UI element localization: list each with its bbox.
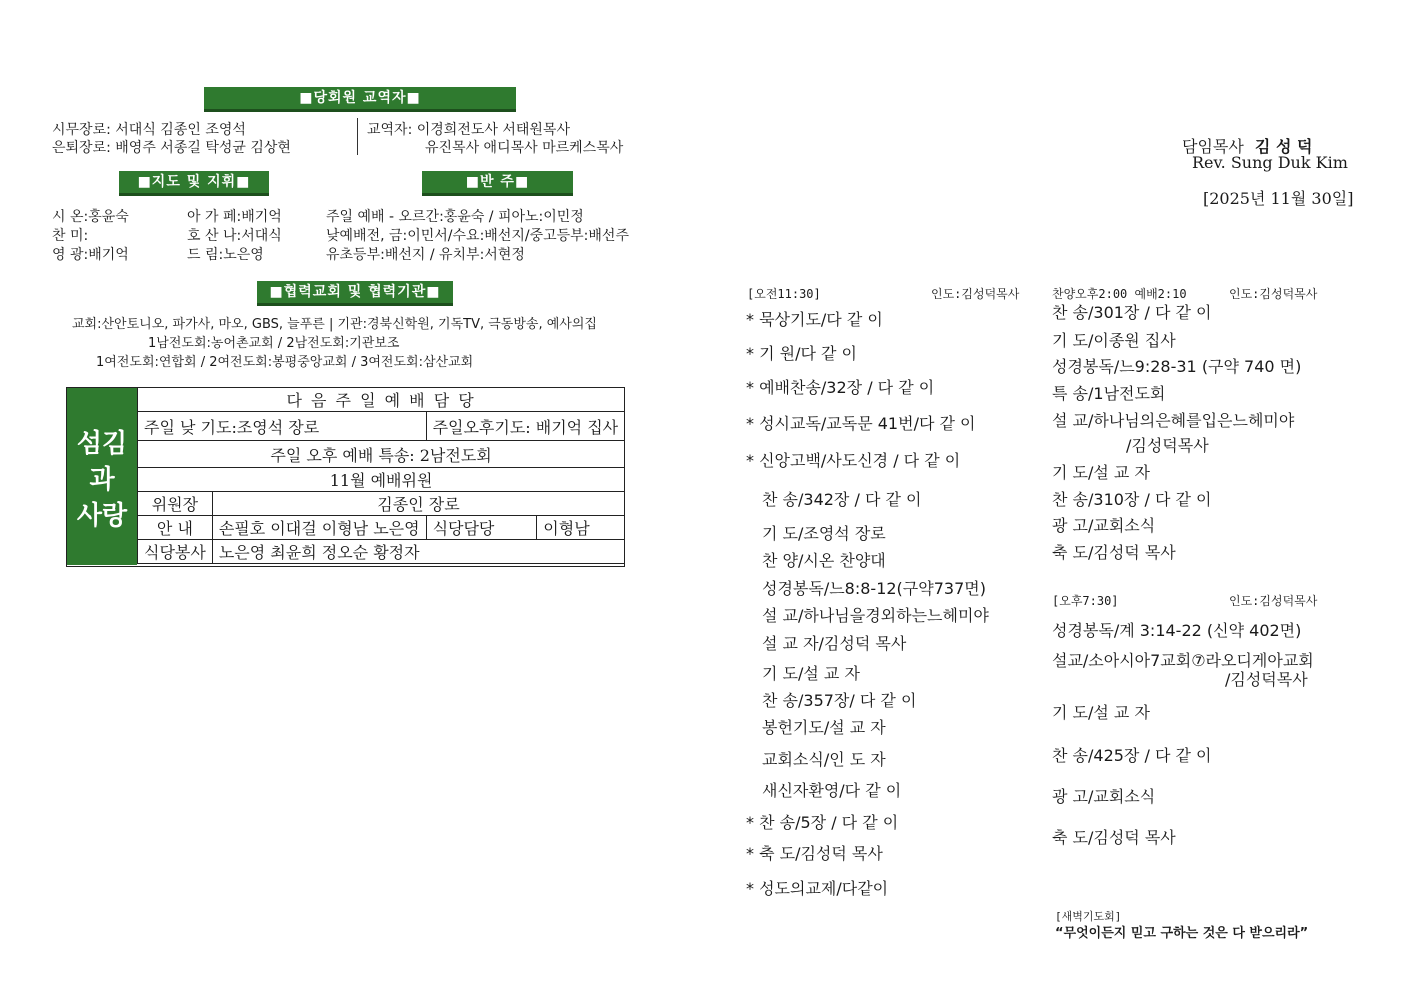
elders-line (52, 119, 246, 139)
evening-order-item: 찬 송/425장 / 다 같 이 (1052, 746, 1212, 765)
leader-row-3c: 유초등부:배선지 / 유치부:서현정 (326, 247, 525, 263)
afternoon-order-item: 찬 송/310장 / 다 같 이 (1052, 490, 1212, 509)
afternoon-header-leader: 인도:김성덕목사 (1229, 287, 1318, 301)
morning-order-item: 기 도/설 교 자 (762, 664, 860, 683)
dawn-verse: “무엇이든지 믿고 구하는 것은 다 받으리라” (1055, 926, 1309, 941)
kitchen-name: 이형남 (537, 516, 625, 540)
side-label-3: 사랑 (76, 501, 128, 531)
evening-order-item: 축 도/김성덕 목사 (1052, 828, 1176, 847)
evening-order-item: 설교/소아시아7교회⑦라오디게아교회 (1052, 651, 1314, 670)
morning-order-item: 찬 송/342장 / 다 같 이 (762, 490, 922, 509)
afternoon-order-item: 축 도/김성덕 목사 (1052, 543, 1176, 562)
afternoon-order-item: 찬 송/301장 / 다 같 이 (1052, 303, 1212, 322)
partners-line-2: 1남전도회:농어촌교회 / 2남전도회:기관보조 (148, 336, 400, 351)
morning-order-item: 교회소식/인 도 자 (762, 750, 886, 769)
duty-header: 다 음 주 일 예 배 담 당 (138, 388, 625, 412)
evening-header-time: [오후7:30] (1052, 594, 1119, 608)
evening-order-item: 광 고/교회소식 (1052, 787, 1156, 806)
pastor-label: 담임목사 (1182, 137, 1244, 156)
session-divider (357, 118, 358, 155)
committee-title: 11월 예배위원 (138, 468, 625, 492)
elders-names: 서대식 김종인 조영석 (115, 122, 246, 138)
dawn-label: [새벽기도회] (1055, 910, 1122, 923)
partners-line-1: 교회:산안토니오, 파가사, 마오, GBS, 늘푸른 | 기관:경북신학원, 기독TV, 극동방송, 예사의집 (72, 317, 597, 332)
evening-order-item: 기 도/설 교 자 (1052, 703, 1150, 722)
afternoon-order-item: 기 도/설 교 자 (1052, 463, 1150, 482)
usher-label: 안 내 (138, 516, 213, 540)
morning-order-item: 설 교/하나님을경외하는느헤미야 (762, 606, 989, 625)
kitchen-label: 식당담당 (426, 516, 537, 540)
leader-row-3a: 영 광:배기억 (52, 247, 129, 263)
leader-row-2c: 낮예배전, 금:이민서/수요:배선지/중고등부:배선주 (326, 228, 629, 244)
usher-names: 손필호 이대걸 이형남 노은영 (212, 516, 426, 540)
morning-header-leader: 인도:김성덕목사 (931, 287, 1020, 301)
leader-row-1b: 아 가 페:배기억 (187, 209, 282, 225)
retired-line (52, 137, 291, 157)
clergy-names-1: 이경희전도사 서태원목사 (416, 122, 570, 138)
afternoon-order-item: 설 교/하나님의은혜를입은느헤미야 (1052, 411, 1295, 430)
afternoon-order-item: /김성덕목사 (1126, 436, 1209, 455)
morning-header-time: [오전11:30] (747, 287, 821, 301)
morning-order-item: 기 도/조영석 장로 (762, 524, 886, 543)
meal-label: 식당봉사 (138, 540, 213, 564)
morning-order-item: * 묵상기도/다 같 이 (746, 310, 883, 329)
afternoon-order-item: 성경봉독/느9:28-31 (구약 740 면) (1052, 357, 1302, 376)
morning-order-item: 찬 송/357장/ 다 같 이 (762, 691, 917, 710)
morning-order-item: 찬 양/시온 찬양대 (762, 551, 886, 570)
morning-order-item: * 성도의교제/다같이 (746, 879, 889, 898)
morning-order-item: * 예배찬송/32장 / 다 같 이 (746, 378, 935, 397)
morning-order-item: * 축 도/김성덕 목사 (746, 844, 883, 863)
morning-order-item: * 성시교독/교독문 41번/다 같 이 (746, 414, 976, 433)
accompanist-banner: ■반 주■ (422, 171, 573, 196)
pastor-english: Rev. Sung Duk Kim (1192, 153, 1348, 172)
morning-order-item: 성경봉독/느8:8-12(구약737면) (762, 579, 986, 598)
evening-order-item: /김성덕목사 (1225, 670, 1308, 689)
clergy-label: 교역자: (367, 122, 413, 138)
morning-order-item: * 기 원/다 같 이 (746, 344, 858, 363)
leader-row-3b: 드 림:노은영 (187, 247, 264, 263)
retired-names: 배영주 서종길 탁성균 김상현 (115, 140, 291, 156)
special-song: 주일 오후 예배 특송: 2남전도회 (138, 441, 625, 468)
retired-label: 은퇴장로: (52, 140, 111, 156)
clergy-line2: 유진목사 애디목사 마르케스목사 (425, 140, 624, 156)
side-label-1: 섬김 (76, 429, 128, 459)
leader-row-1a: 시 온:홍윤숙 (52, 209, 129, 225)
morning-order-item: * 찬 송/5장 / 다 같 이 (746, 813, 899, 832)
leader-row-2b: 호 산 나:서대식 (187, 228, 282, 244)
afternoon-order-item: 특 송/1남전도회 (1052, 384, 1166, 403)
meal-names: 노은영 최윤희 정오순 황정자 (212, 540, 624, 564)
morning-order-item: 봉헌기도/설 교 자 (762, 718, 886, 737)
partners-line-3: 1여전도회:연합회 / 2여전도회:봉평중앙교회 / 3여전도회:삼산교회 (96, 355, 474, 370)
partners-banner: ■협력교회 및 협력기관■ (257, 281, 453, 306)
side-label-2: 과 (89, 465, 115, 495)
pastor-name: 김 성 덕 (1254, 137, 1313, 156)
leaders-banner: ■지도 및 지휘■ (119, 171, 269, 196)
session-banner: ■당회원 교역자■ (204, 87, 516, 112)
evening-order-item: 성경봉독/계 3:14-22 (신약 402면) (1052, 621, 1302, 640)
chair-name: 김종인 장로 (212, 492, 624, 516)
morning-order-item: 새신자환영/다 같 이 (762, 781, 902, 800)
prayer-am: 주일 낮 기도:조영석 장로 (138, 412, 427, 441)
clergy-line1 (367, 119, 570, 139)
bulletin-date: [2025년 11월 30일] (1203, 189, 1354, 208)
prayer-pm: 주일오후기도: 배기억 집사 (426, 412, 625, 441)
morning-order-item: * 신앙고백/사도신경 / 다 같 이 (746, 451, 961, 470)
leader-row-1c: 주일 예배 - 오르간:홍윤숙 / 피아노:이민정 (326, 209, 584, 225)
afternoon-order-item: 기 도/이종원 집사 (1052, 331, 1176, 350)
leader-row-2a: 찬 미: (52, 228, 89, 244)
morning-order-item: 설 교 자/김성덕 목사 (762, 634, 907, 653)
chair-label: 위원장 (138, 492, 213, 516)
duty-table (137, 387, 625, 564)
afternoon-header-time: 찬양오후2:00 예배2:10 (1052, 287, 1187, 301)
evening-header-leader: 인도:김성덕목사 (1229, 594, 1318, 608)
afternoon-order-item: 광 고/교회소식 (1052, 516, 1156, 535)
elders-label: 시무장로: (52, 122, 111, 138)
